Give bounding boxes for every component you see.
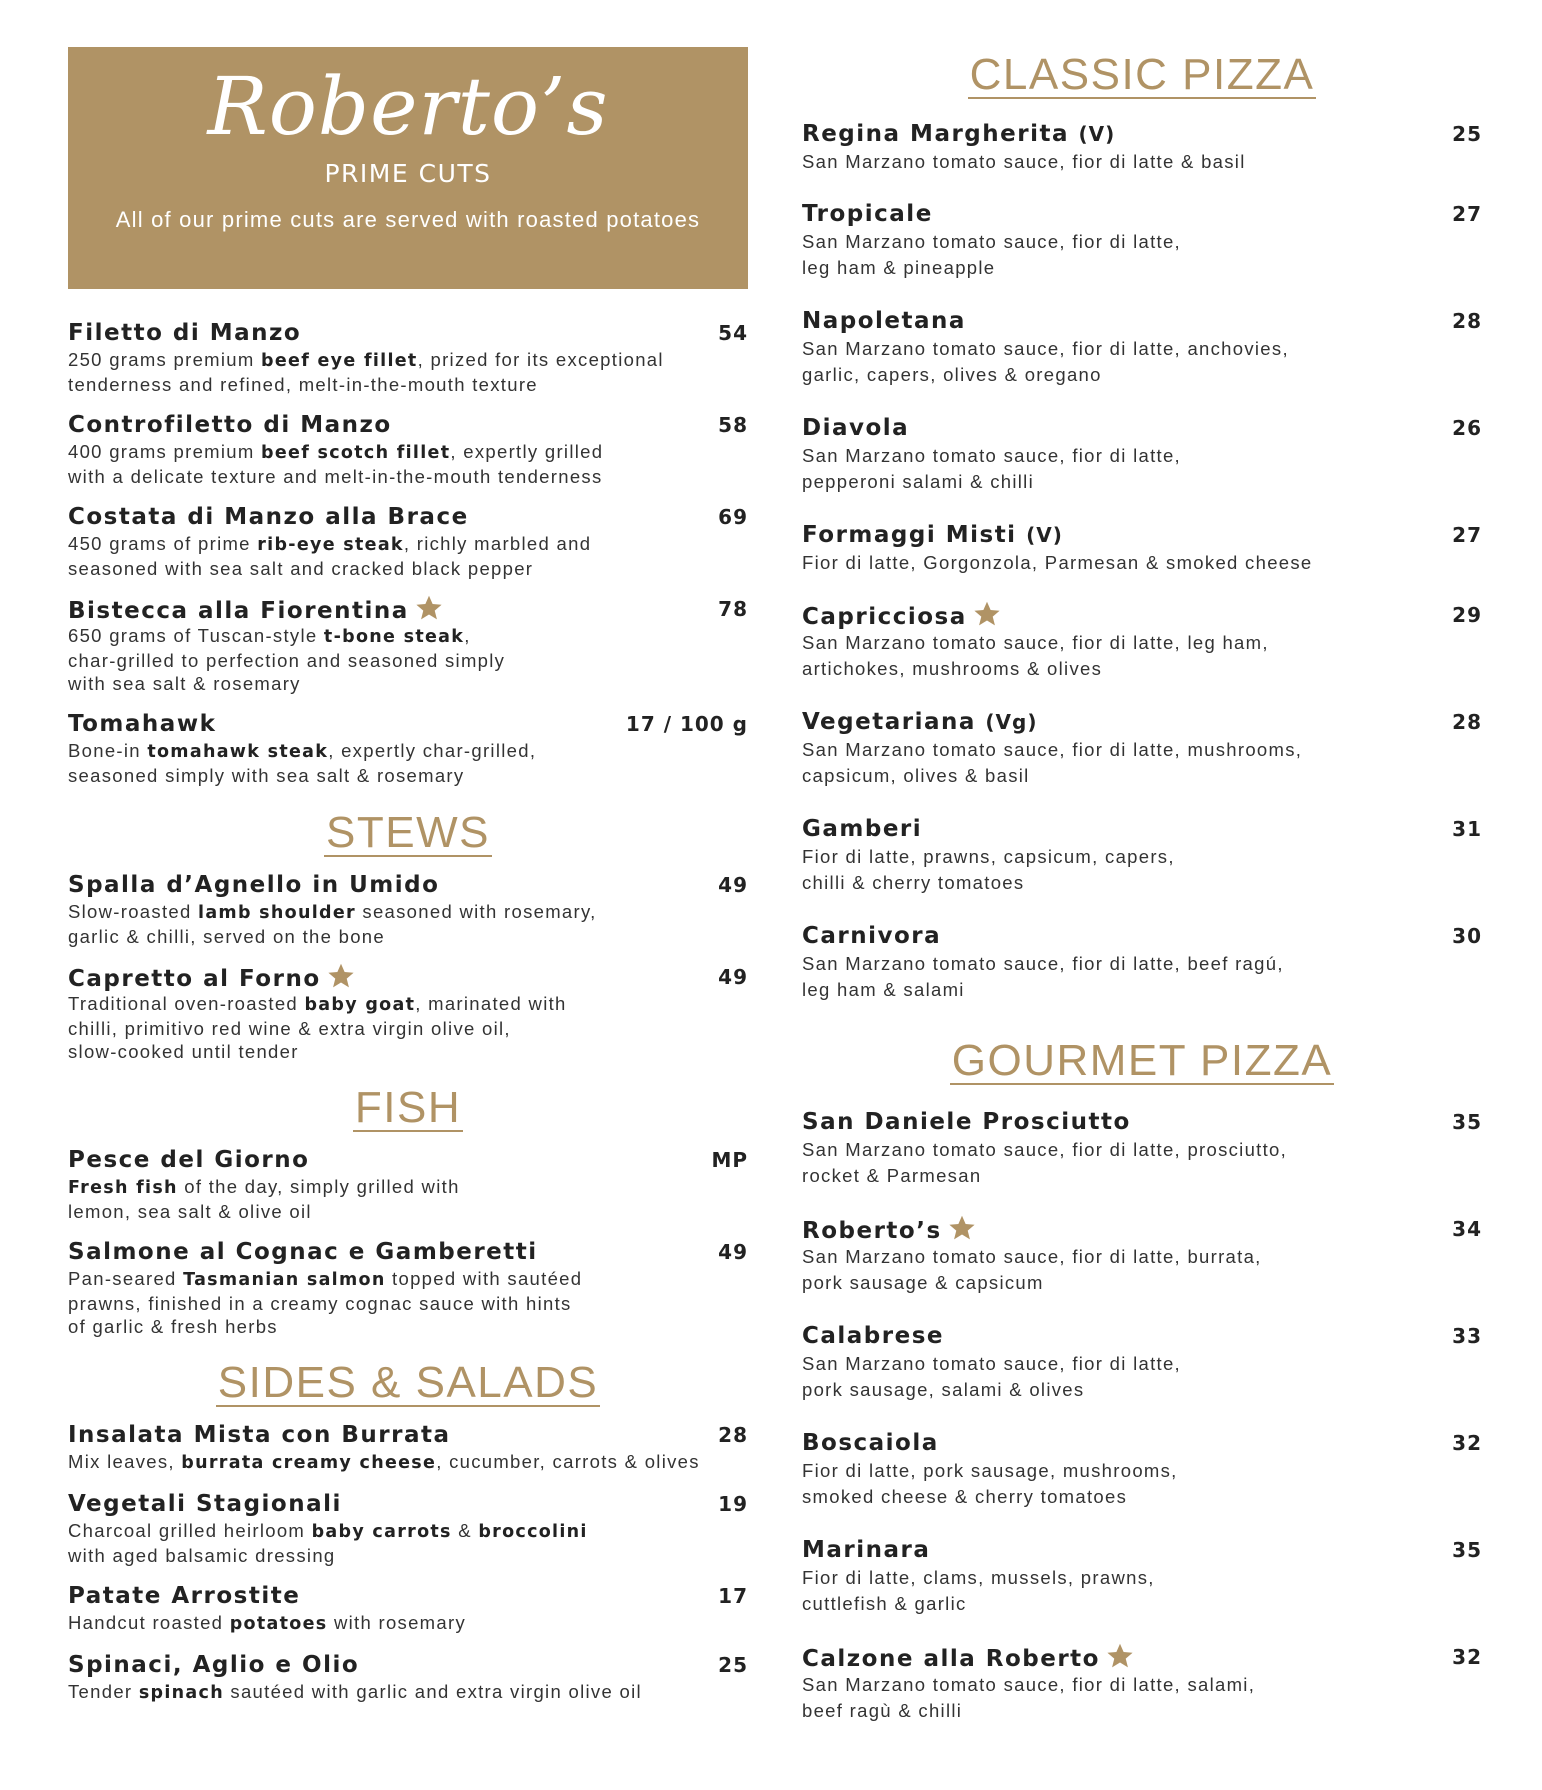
item-description: San Marzano tomato sauce, fior di latte, mushrooms, capsicum, olives & basil (802, 739, 1303, 786)
star-icon (973, 600, 1001, 628)
item-price: 78 (718, 597, 748, 621)
item-description: 400 grams premium beef scotch fillet, expertly grilled with a delicate texture and melt-in-the-mouth tenderness (68, 441, 604, 487)
item-name: Tomahawk (68, 711, 217, 737)
menu-item (802, 1428, 1482, 1510)
item-price: 69 (718, 505, 748, 529)
item-description: Mix leaves, burrata creamy cheese, cucumber, carrots & olives (68, 1451, 700, 1473)
item-price: 25 (1452, 122, 1482, 146)
menu-item (68, 410, 748, 488)
item-name: Bistecca alla Fiorentina (68, 598, 443, 624)
restaurant-logo: Roberto’s (207, 60, 609, 153)
menu-item (68, 1581, 748, 1636)
star-icon (415, 594, 443, 622)
item-name: Salmone al Cognac e Gamberetti (68, 1239, 538, 1265)
menu-item (68, 1420, 748, 1475)
item-name: Spalla d’Agnello in Umido (68, 872, 440, 898)
menu-item (802, 921, 1482, 1003)
menu-item (802, 707, 1482, 789)
stews-heading: STEWS (326, 808, 490, 857)
item-price: 29 (1452, 603, 1482, 627)
item-description: Pan-seared Tasmanian salmon topped with sautéed prawns, finished in a creamy cognac sauce with hints of garlic & fresh herbs (68, 1268, 583, 1337)
item-name: San Daniele Prosciutto (802, 1109, 1131, 1135)
item-price: 28 (1452, 309, 1482, 333)
fish-heading: FISH (354, 1083, 462, 1132)
classic-pizza-heading: CLASSIC PIZZA (969, 50, 1315, 99)
item-name: Insalata Mista con Burrata (68, 1422, 451, 1448)
item-price: 35 (1452, 1538, 1482, 1562)
item-name: Vegetali Stagionali (68, 1491, 342, 1517)
item-name: Filetto di Manzo (68, 320, 302, 346)
item-description: Handcut roasted potatoes with rosemary (68, 1612, 466, 1634)
item-description: San Marzano tomato sauce, fior di latte, anchovies, garlic, capers, olives & oregano (802, 338, 1289, 385)
item-price: 49 (718, 1240, 748, 1264)
item-price: 58 (718, 413, 748, 437)
item-name: Carnivora (802, 923, 942, 949)
item-name: Capretto al Forno (68, 966, 355, 992)
prime-cuts-note: All of our prime cuts are served with roasted potatoes (115, 207, 701, 232)
item-description: Bone-in tomahawk steak, expertly char-grilled, seasoned simply with sea salt & rosemary (68, 740, 537, 786)
menu-item (802, 1642, 1482, 1724)
menu-item (68, 1489, 748, 1567)
prime-cuts-heading: PRIME CUTS (324, 159, 492, 188)
item-name: Capricciosa (802, 604, 1001, 630)
item-description: San Marzano tomato sauce, fior di latte & basil (802, 151, 1246, 172)
item-price: 28 (1452, 710, 1482, 734)
menu-item (68, 1237, 748, 1338)
item-price: 49 (718, 873, 748, 897)
menu-item (68, 1650, 748, 1705)
item-price: 31 (1452, 817, 1482, 841)
item-price: 17 / 100 g (625, 712, 748, 736)
item-price: 34 (1452, 1217, 1482, 1241)
star-icon (1106, 1642, 1134, 1670)
menu-item (68, 709, 748, 787)
item-description: San Marzano tomato sauce, fior di latte, pepperoni salami & chilli (802, 445, 1182, 492)
item-description: Traditional oven-roasted baby goat, marinated with chilli, primitivo red wine & extra virgin olive oil, slow-cooked until tender (68, 993, 567, 1062)
menu-item (68, 962, 748, 1063)
item-price: 30 (1452, 924, 1482, 948)
item-name: Tropicale (802, 201, 933, 227)
item-price: 27 (1452, 523, 1482, 547)
menu-item (802, 1535, 1482, 1617)
item-name: Spinaci, Aglio e Olio (68, 1652, 360, 1678)
item-description: Fior di latte, Gorgonzola, Parmesan & smoked cheese (802, 552, 1313, 573)
item-description: Fior di latte, prawns, capsicum, capers, chilli & cherry tomatoes (802, 846, 1175, 893)
item-price: 25 (718, 1653, 748, 1677)
item-name: Calzone alla Roberto (802, 1646, 1134, 1672)
item-name: Gamberi (802, 816, 923, 842)
item-name: Roberto’s (802, 1218, 976, 1244)
menu-item (68, 594, 748, 695)
item-description: Charcoal grilled heirloom baby carrots & broccolini with aged balsamic dressing (68, 1520, 588, 1566)
menu-item (802, 1321, 1482, 1403)
menu-item (68, 1145, 748, 1223)
item-description: San Marzano tomato sauce, fior di latte, leg ham & pineapple (802, 231, 1182, 278)
item-description: San Marzano tomato sauce, fior di latte, leg ham, artichokes, mushrooms & olives (802, 632, 1269, 679)
item-description: San Marzano tomato sauce, fior di latte, beef ragú, leg ham & salami (802, 953, 1284, 1000)
item-name: Diavola (802, 415, 910, 441)
star-icon (327, 962, 355, 990)
item-price: 32 (1452, 1431, 1482, 1455)
item-description: Fior di latte, clams, mussels, prawns, cuttlefish & garlic (802, 1567, 1155, 1614)
menu-item (802, 600, 1482, 682)
item-name: Formaggi Misti (V) (802, 522, 1063, 548)
item-description: Slow-roasted lamb shoulder seasoned with rosemary, garlic & chilli, served on the bone (68, 901, 597, 947)
item-name: Controfiletto di Manzo (68, 412, 392, 438)
item-description: Tender spinach sautéed with garlic and extra virgin olive oil (68, 1681, 642, 1703)
menu-item (802, 814, 1482, 896)
menu-item (802, 306, 1482, 388)
menu-item (802, 199, 1482, 281)
item-price: 28 (718, 1423, 748, 1447)
item-price: MP (711, 1148, 748, 1172)
menu-item (802, 1214, 1482, 1296)
item-price: 33 (1452, 1324, 1482, 1348)
item-description: San Marzano tomato sauce, fior di latte, prosciutto, rocket & Parmesan (802, 1139, 1288, 1186)
item-description: San Marzano tomato sauce, fior di latte, pork sausage, salami & olives (802, 1353, 1182, 1400)
item-name: Costata di Manzo alla Brace (68, 504, 469, 530)
item-description: Fresh fish of the day, simply grilled with lemon, sea salt & olive oil (68, 1176, 460, 1222)
menu-item (802, 119, 1482, 175)
item-name: Marinara (802, 1537, 931, 1563)
menu-item (802, 520, 1482, 576)
item-description: 250 grams premium beef eye fillet, prized for its exceptional tenderness and refined, melt-in-the-mouth texture (68, 349, 664, 395)
item-price: 19 (718, 1492, 748, 1516)
item-description: Fior di latte, pork sausage, mushrooms, smoked cheese & cherry tomatoes (802, 1460, 1178, 1507)
menu-item (802, 1107, 1482, 1189)
item-price: 27 (1452, 202, 1482, 226)
item-description: 650 grams of Tuscan-style t-bone steak, char-grilled to perfection and seasoned simply with sea salt & rosemary (68, 625, 506, 694)
item-price: 54 (718, 321, 748, 345)
item-price: 17 (718, 1584, 748, 1608)
item-name: Boscaiola (802, 1430, 939, 1456)
menu-item (68, 318, 748, 396)
sides-heading: SIDES & SALADS (217, 1358, 599, 1407)
gourmet-pizza-heading: GOURMET PIZZA (951, 1036, 1333, 1085)
item-description: San Marzano tomato sauce, fior di latte, burrata, pork sausage & capsicum (802, 1246, 1262, 1293)
menu-item (68, 502, 748, 580)
prime-cuts-header (68, 47, 748, 289)
item-name: Pesce del Giorno (68, 1147, 310, 1173)
star-icon (948, 1214, 976, 1242)
item-name: Vegetariana (Vg) (802, 709, 1038, 735)
item-name: Napoletana (802, 308, 966, 334)
item-name: Regina Margherita (V) (802, 121, 1116, 147)
item-price: 49 (718, 965, 748, 989)
item-name: Calabrese (802, 1323, 944, 1349)
item-name: Patate Arrostite (68, 1583, 301, 1609)
item-price: 32 (1452, 1645, 1482, 1669)
item-price: 35 (1452, 1110, 1482, 1134)
menu-item (802, 413, 1482, 495)
item-description: 450 grams of prime rib-eye steak, richly marbled and seasoned with sea salt and cracked black pepper (68, 533, 592, 579)
item-description: San Marzano tomato sauce, fior di latte, salami, beef ragù & chilli (802, 1674, 1256, 1721)
item-price: 26 (1452, 416, 1482, 440)
menu-item (68, 870, 748, 948)
